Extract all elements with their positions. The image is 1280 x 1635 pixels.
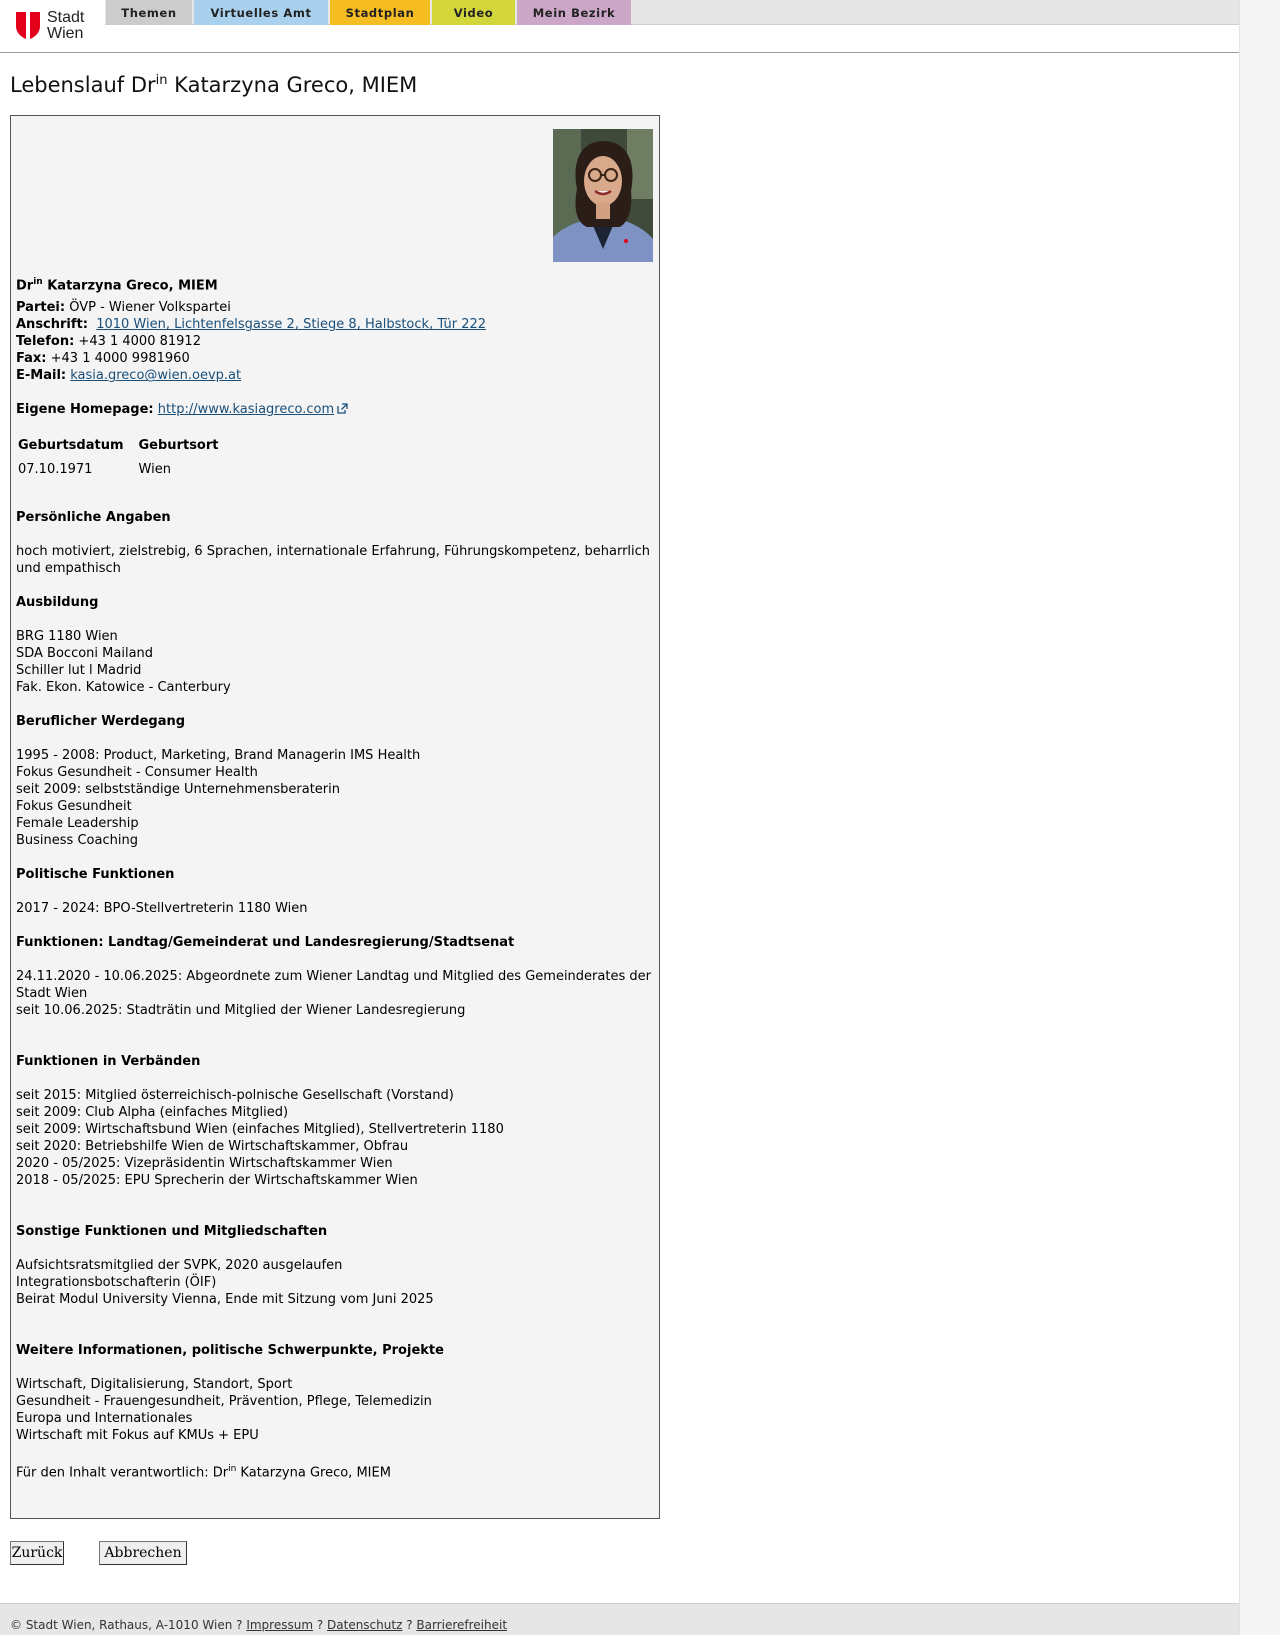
footer-copyright: © Stadt Wien, Rathaus, A-1010 Wien xyxy=(10,1618,233,1632)
section-heading-verbaende: Funktionen in Verbänden xyxy=(16,1054,201,1070)
text-line: BRG 1180 Wien xyxy=(16,629,118,645)
stadt-wien-logo[interactable] xyxy=(16,10,96,42)
text-line: Wirtschaft mit Fokus auf KMUs + EPU xyxy=(16,1428,259,1444)
logo-wordmark xyxy=(47,10,84,42)
tab-video[interactable]: Video xyxy=(432,0,515,25)
beruf-lines xyxy=(16,747,656,849)
footer-sep-3: ? xyxy=(402,1618,417,1632)
verbaende-lines xyxy=(16,1087,656,1189)
wien-shield-icon xyxy=(16,12,40,40)
text-line: 2018 - 05/2025: EPU Sprecherin der Wirtschaftskammer Wien xyxy=(16,1173,418,1189)
text-line: seit 2009: Club Alpha (einfaches Mitglied) xyxy=(16,1105,289,1121)
geburtsdatum-header: Geburtsdatum xyxy=(18,437,124,453)
footer-text xyxy=(10,1618,507,1632)
responsible-sup: in xyxy=(228,1464,237,1475)
section-heading-politisch: Politische Funktionen xyxy=(16,867,175,883)
footer-sep-2: ? xyxy=(313,1618,328,1632)
section-heading-ausbildung: Ausbildung xyxy=(16,595,99,611)
birth-table xyxy=(16,433,231,481)
geburtsort-header: Geburtsort xyxy=(138,437,219,453)
main-nav-tabs xyxy=(106,0,633,25)
text-line: Beirat Modul University Vienna, Ende mit Sitzung vom Juni 2025 xyxy=(16,1292,434,1308)
text-line: seit 2009: Wirtschaftsbund Wien (einfaches Mitglied), Stellvertreterin 1180 xyxy=(16,1122,504,1138)
logo-line-1: Stadt xyxy=(47,9,85,26)
partei-row xyxy=(16,299,656,316)
text-line: SDA Bocconi Mailand xyxy=(16,646,154,662)
text-line: Female Leadership xyxy=(16,816,139,832)
politisch-lines xyxy=(16,900,656,917)
responsible-line xyxy=(16,1461,656,1481)
anschrift-link[interactable]: 1010 Wien, Lichtenfelsgasse 2, Stiege 8, Halbstock, Tür 222 xyxy=(96,317,487,333)
text-line: Business Coaching xyxy=(16,833,138,849)
datenschutz-link[interactable]: Datenschutz xyxy=(327,1618,403,1632)
landtag-lines xyxy=(16,968,656,1019)
responsible-post: Katarzyna Greco, MIEM xyxy=(236,1465,391,1481)
geburtsdatum-value: 07.10.1971 xyxy=(18,461,93,477)
external-link-icon xyxy=(337,403,348,414)
fax-label: Fax: xyxy=(16,351,47,367)
profile-name xyxy=(16,274,656,294)
partei-value: ÖVP - Wiener Volkspartei xyxy=(69,300,231,316)
email-label: E-Mail: xyxy=(16,368,67,384)
email-row xyxy=(16,367,656,384)
text-line: seit 2020: Betriebshilfe Wien de Wirtschaftskammer, Obfrau xyxy=(16,1139,409,1155)
anschrift-row xyxy=(16,316,656,333)
telefon-row xyxy=(16,333,656,350)
email-link[interactable]: kasia.greco@wien.oevp.at xyxy=(70,368,242,384)
anschrift-label: Anschrift: xyxy=(16,317,88,333)
section-heading-landtag: Funktionen: Landtag/Gemeinderat und Landesregierung/Stadtsenat xyxy=(16,935,515,951)
text-line: seit 2015: Mitglied österreichisch-polnische Gesellschaft (Vorstand) xyxy=(16,1088,454,1104)
text-line: Fokus Gesundheit - Consumer Health xyxy=(16,765,258,781)
text-line: Integrationsbotschafterin (ÖIF) xyxy=(16,1275,217,1291)
text-line: Wirtschaft, Digitalisierung, Standort, Sport xyxy=(16,1377,293,1393)
homepage-link[interactable]: http://www.kasiagreco.com xyxy=(157,402,335,418)
impressum-link[interactable]: Impressum xyxy=(246,1618,314,1632)
back-button[interactable]: Zurück xyxy=(10,1541,64,1565)
title-sup: in xyxy=(155,73,168,88)
footer-sep-1: ? xyxy=(232,1618,247,1632)
fax-row xyxy=(16,350,656,367)
text-line: 2020 - 05/2025: Vizepräsidentin Wirtschaftskammer Wien xyxy=(16,1156,393,1172)
telefon-value: +43 1 4000 81912 xyxy=(78,334,201,350)
logo-line-2: Wien xyxy=(47,25,84,42)
text-line: 24.11.2020 - 10.06.2025: Abgeordnete zum Wiener Landtag und Mitglied des Gemeinderates der Stadt Wien xyxy=(16,969,651,1002)
section-heading-beruf: Beruflicher Werdegang xyxy=(16,714,186,730)
profile-name-sup: in xyxy=(33,277,43,287)
barrierefreiheit-link[interactable]: Barrierefreiheit xyxy=(416,1618,508,1632)
title-post: Katarzyna Greco, MIEM xyxy=(167,73,418,97)
section-heading-persoenlich: Persönliche Angaben xyxy=(16,510,171,526)
profile-name-post: Katarzyna Greco, MIEM xyxy=(42,278,218,294)
text-line: Fokus Gesundheit xyxy=(16,799,132,815)
section-heading-weitere: Weitere Informationen, politische Schwerpunkte, Projekte xyxy=(16,1343,444,1359)
site-header xyxy=(0,0,1239,53)
tab-mein-bezirk[interactable]: Mein Bezirk xyxy=(517,0,631,25)
text-line: seit 10.06.2025: Stadträtin und Mitglied der Wiener Landesregierung xyxy=(16,1003,466,1019)
tab-stadtplan[interactable]: Stadtplan xyxy=(330,0,430,25)
text-line: Aufsichtsratsmitglied der SVPK, 2020 ausgelaufen xyxy=(16,1258,343,1274)
fax-value: +43 1 4000 9981960 xyxy=(50,351,190,367)
scrollbar-gutter[interactable] xyxy=(1239,0,1280,1635)
text-line: seit 2009: selbstständige Unternehmensberaterin xyxy=(16,782,341,798)
text-line: 1995 - 2008: Product, Marketing, Brand Managerin IMS Health xyxy=(16,748,421,764)
profile-box xyxy=(10,115,660,1519)
homepage-label: Eigene Homepage: xyxy=(16,402,154,418)
persoenlich-lines xyxy=(16,543,656,577)
portrait-photo xyxy=(553,129,653,262)
homepage-row xyxy=(16,401,656,418)
site-footer xyxy=(0,1603,1239,1635)
text-line: 2017 - 2024: BPO-Stellvertreterin 1180 Wien xyxy=(16,901,308,917)
tab-themen[interactable]: Themen xyxy=(106,0,192,25)
section-heading-sonstige: Sonstige Funktionen und Mitgliedschaften xyxy=(16,1224,328,1240)
title-pre: Lebenslauf Dr xyxy=(10,73,156,97)
text-line: Schiller lut l Madrid xyxy=(16,663,142,679)
geburtsort-value: Wien xyxy=(138,461,171,477)
text-line: hoch motiviert, zielstrebig, 6 Sprachen, internationale Erfahrung, Führungskompetenz, beharrlich und empathisch xyxy=(16,544,651,577)
responsible-pre: Für den Inhalt verantwortlich: Dr xyxy=(16,1465,229,1481)
profile-content xyxy=(16,274,656,1482)
telefon-label: Telefon: xyxy=(16,334,75,350)
partei-label: Partei: xyxy=(16,300,66,316)
weitere-lines xyxy=(16,1376,656,1444)
birth-table-row xyxy=(16,457,231,481)
birth-table-header xyxy=(16,433,231,457)
sonstige-lines xyxy=(16,1257,656,1308)
text-line: Fak. Ekon. Katowice - Canterbury xyxy=(16,680,231,696)
profile-name-pre: Dr xyxy=(16,278,34,294)
page-title xyxy=(10,66,417,100)
tab-virtuelles-amt[interactable]: Virtuelles Amt xyxy=(194,0,328,25)
ausbildung-lines xyxy=(16,628,656,696)
text-line: Gesundheit - Frauengesundheit, Prävention, Pflege, Telemedizin xyxy=(16,1394,432,1410)
cancel-button[interactable]: Abbrechen xyxy=(99,1541,187,1565)
text-line: Europa und Internationales xyxy=(16,1411,193,1427)
